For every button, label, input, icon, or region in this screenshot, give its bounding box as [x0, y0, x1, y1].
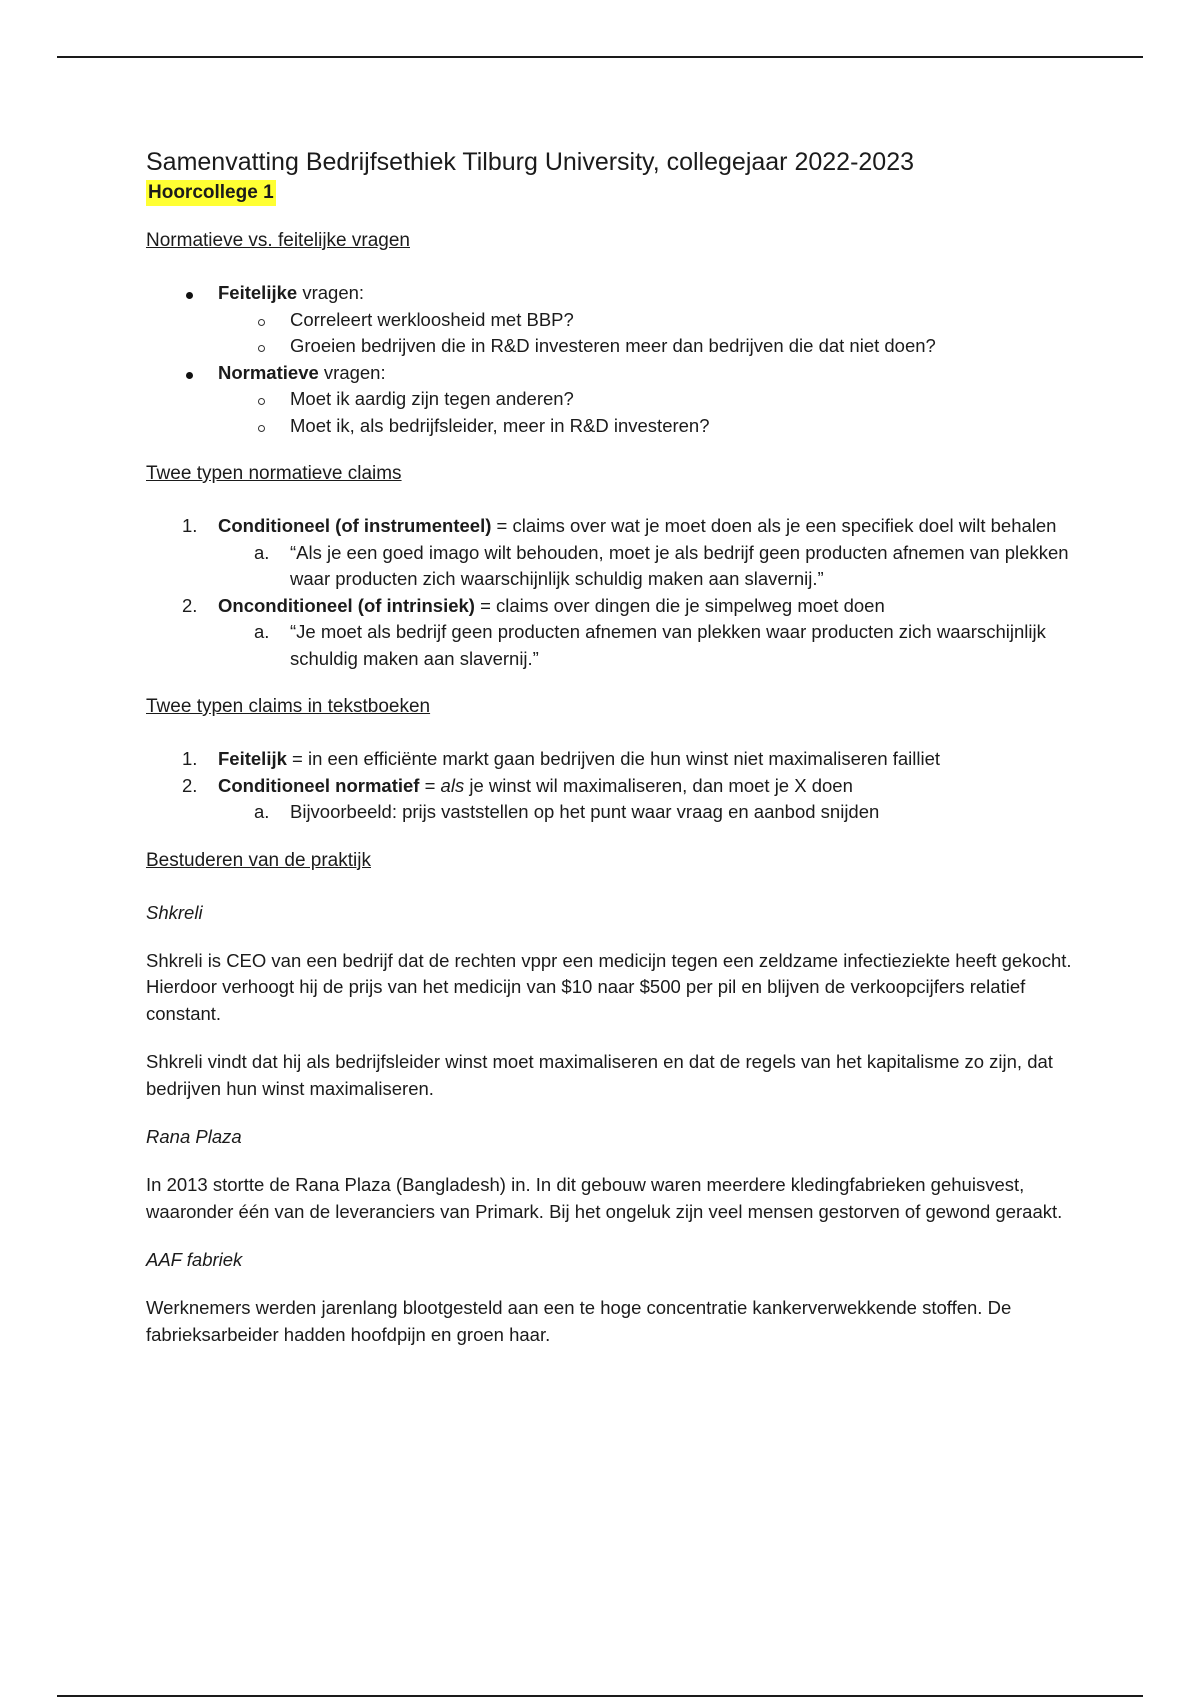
- circle-bullet-icon: [258, 425, 265, 432]
- list-item: 1. Conditioneel (of instrumenteel) = claims over wat je moet doen als je een specifiek doel wilt behalen: [182, 515, 1057, 536]
- case-title-shkreli: Shkreli: [146, 901, 203, 923]
- top-rule: [57, 56, 1143, 58]
- list-item: 2. Onconditioneel (of intrinsiek) = claims over dingen die je simpelweg moet doen: [182, 594, 885, 616]
- bullet-icon: [186, 372, 193, 379]
- paragraph: Shkreli is CEO van een bedrijf dat de rechten vppr een medicijn tegen een zeldzame infectieziekte heeft gekocht. Hierdoor verhoogt hij de prijs van het medicijn van $10 naar $500 per pil en blijven de verkoopcijfers relatief constant.: [146, 949, 1072, 1024]
- circle-bullet-icon: [258, 345, 265, 352]
- numbered-list: [146, 513, 1086, 672]
- circle-bullet-icon: [258, 319, 265, 326]
- case-title-rana-plaza: Rana Plaza: [146, 1126, 242, 1147]
- case-title-aaf-fabriek: AAF fabriek: [146, 1249, 243, 1270]
- highlighted-heading: Hoorcollege 1: [146, 180, 276, 206]
- paragraph: Werknemers werden jarenlang blootgesteld aan een te hoge concentratie kankerverwekkende stoffen. De fabrieksarbeider hadden hoofdpijn en groen haar.: [146, 1297, 1012, 1345]
- list-item: a. “Je moet als bedrijf geen producten afnemen van plekken waar producten zich waarschijnlijk schuldig maken aan slavernij.”: [254, 621, 1046, 669]
- list-item: a. Bijvoorbeeld: prijs vaststellen op het punt waar vraag en aanbod snijden: [254, 801, 880, 822]
- circle-bullet-icon: [258, 398, 265, 405]
- paragraph: In 2013 stortte de Rana Plaza (Bangladesh) in. In dit gebouw waren meerdere kledingfabrieken gehuisvest, waaronder één van de leveranciers van Primark. Bij het ongeluk zijn veel mensen gestorven of gewond geraakt.: [146, 1174, 1063, 1222]
- bottom-rule: [57, 1695, 1143, 1697]
- list-item: Correleert werkloosheid met BBP?: [146, 307, 1086, 334]
- document-page: [146, 145, 1086, 1370]
- bullet-icon: [186, 292, 193, 299]
- section-heading-bestuderen-van-de-praktijk: Bestuderen van de praktijk: [146, 849, 371, 871]
- list-item: 1. Feitelijk = in een efficiënte markt gaan bedrijven die hun winst niet maximaliseren failliet: [182, 748, 941, 769]
- document-title: Samenvatting Bedrijfsethiek Tilburg University, collegejaar 2022-2023: [146, 148, 915, 176]
- bullet-list: [146, 280, 1086, 439]
- section-heading-twee-typen-normatieve-claims: Twee typen normatieve claims: [146, 463, 402, 484]
- list-item: Moet ik aardig zijn tegen anderen?: [146, 386, 1086, 413]
- list-item: Groeien bedrijven die in R&D investeren meer dan bedrijven die dat niet doen?: [146, 333, 1086, 360]
- section-heading-twee-typen-claims-tekstboeken: Twee typen claims in tekstboeken: [146, 696, 431, 717]
- list-item: a. “Als je een goed imago wilt behouden, moet je als bedrijf geen producten afnemen van plekken waar producten zich waarschijnlijk schuldig maken aan slavernij.”: [254, 541, 1069, 589]
- list-item: Moet ik, als bedrijfsleider, meer in R&D investeren?: [146, 413, 1086, 440]
- list-item: 2. Conditioneel normatief = als je winst wil maximaliseren, dan moet je X doen: [182, 774, 853, 796]
- numbered-list: [146, 746, 1086, 826]
- list-item: Normatieve vragen:: [146, 360, 1086, 387]
- paragraph: Shkreli vindt dat hij als bedrijfsleider winst moet maximaliseren en dat de regels van het kapitalisme zo zijn, dat bedrijven hun winst maximaliseren.: [146, 1051, 1053, 1099]
- section-heading-normatieve-vs-feitelijke: Normatieve vs. feitelijke vragen: [146, 230, 410, 251]
- list-item: Feitelijke vragen:: [146, 280, 1086, 307]
